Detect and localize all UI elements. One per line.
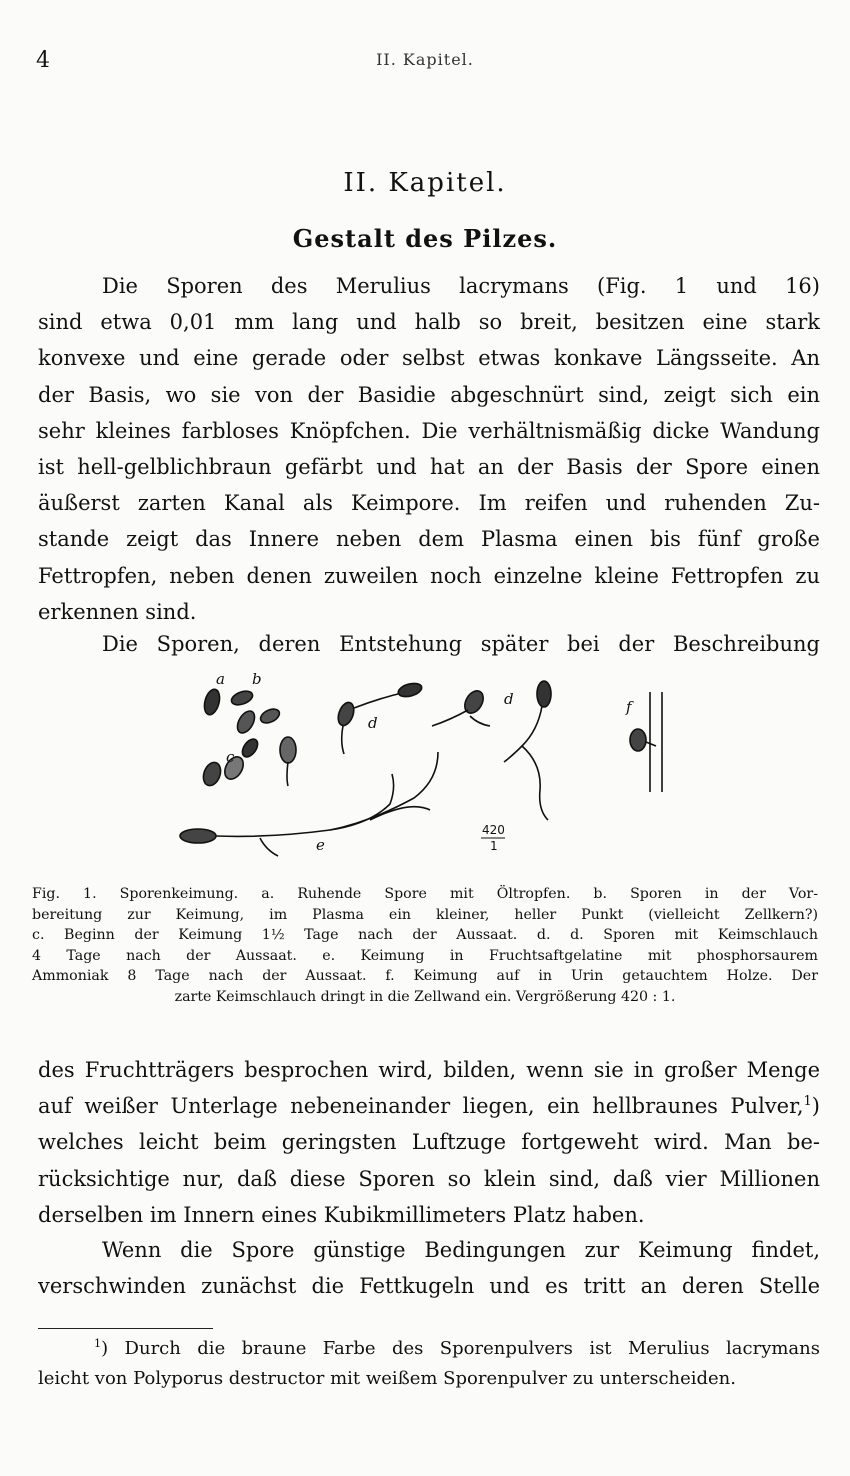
text-segment: derselben im Innern eines Kubikmillimeters Platz haben. (38, 1202, 645, 1227)
footnote-divider (38, 1328, 213, 1329)
spore (239, 736, 260, 759)
running-title: II. Kapitel. (376, 50, 474, 69)
text-line: Wenn die Spore günstige Bedingungen zur Keimung findet, (102, 1238, 820, 1262)
text-segment: auf weißer Unterlage nebeneinander liegen, ein hellbraunes Pulver, (38, 1094, 804, 1119)
text-line: Die Sporen des Merulius lacrymans (Fig. 1 und 16) (102, 274, 820, 298)
text-line: Die Sporen, deren Entstehung später bei der Beschreibung (102, 632, 820, 656)
germ-tube (330, 752, 438, 830)
figure-label-c: c (226, 748, 235, 766)
spore (234, 708, 258, 736)
text-line: konvexe und eine gerade oder selbst etwas konkave Längsseite. An (38, 346, 820, 371)
spore (280, 737, 296, 763)
text-line: der Basis, wo sie von der Basidie abgeschnürt sind, zeigt sich ein (38, 382, 820, 407)
text-line: sind etwa 0,01 mm lang und halb so breit, besitzen eine stark (38, 310, 820, 335)
spore-f (630, 729, 646, 751)
paragraph-germination (38, 1232, 820, 1304)
germ-tube (504, 746, 522, 762)
germ-tube (522, 706, 548, 820)
germ-tube (260, 838, 278, 856)
figure-label-a: a (216, 670, 225, 688)
spore (258, 706, 281, 725)
chapter-title: II. Kapitel. (343, 168, 507, 198)
figure-caption (32, 884, 818, 1008)
paragraph-spore-origin (38, 626, 820, 662)
footnote (38, 1334, 820, 1394)
germ-tube (342, 726, 344, 754)
text-line: ist hell-gelblichbraun gefärbt und hat an der Basis der Spore einen (38, 455, 820, 480)
spore-e (180, 829, 216, 843)
text-segment: rücksichtige nur, daß diese Sporen so klein sind, daß vier Millionen (38, 1166, 820, 1191)
caption-line: 4 Tage nach der Aussaat. e. Keimung in Fruchtsaftgelatine mit phosphorsaurem (32, 947, 818, 964)
figure-label-b: b (252, 670, 262, 688)
germ-tube (216, 774, 394, 836)
text-line (38, 1197, 820, 1233)
text-line (38, 1088, 820, 1124)
spore (397, 681, 423, 699)
figure-label-f: f (626, 698, 632, 716)
caption-line: zarte Keimschlauch dringt in die Zellwand ein. Vergrößerung 420 : 1. (174, 988, 676, 1005)
figure-spore-germination (170, 670, 690, 870)
magnification-denominator: 1 (490, 839, 498, 853)
germ-tube (287, 762, 288, 786)
figure-label-e: e (316, 836, 325, 854)
spore-a (202, 688, 222, 717)
spore-germination-illustration (170, 670, 690, 870)
text-line (38, 1052, 820, 1088)
text-line: stande zeigt das Innere neben dem Plasma einen bis fünf große (38, 527, 820, 552)
caption-line: c. Beginn der Keimung 1½ Tage nach der Aussaat. d. d. Sporen mit Keimschlauch (32, 927, 818, 944)
section-title: Gestalt des Pilzes. (292, 224, 558, 253)
text-line: erkennen sind. (38, 599, 197, 624)
text-line: äußerst zarten Kanal als Keimpore. Im reifen und ruhenden Zu- (38, 491, 820, 516)
spore-d (335, 700, 356, 727)
text-line (38, 1161, 820, 1197)
figure-label-d: d (368, 714, 378, 732)
paragraph-spores (38, 268, 820, 630)
germ-tube (432, 710, 468, 726)
text-line: verschwinden zunächst die Fettkugeln und es tritt an deren Stelle (38, 1274, 820, 1299)
figure-label-d: d (504, 690, 514, 708)
text-segment: welches leicht beim geringsten Luftzuge fortgeweht wird. Man be- (38, 1130, 820, 1155)
spore-b (230, 689, 255, 708)
footnote-marker: 1 (94, 1337, 102, 1350)
text-segment: ) Durch die braune Farbe des Sporenpulvers ist Merulius lacrymans (101, 1338, 820, 1359)
spore-c (200, 760, 223, 788)
caption-line: Fig. 1. Sporenkeimung. a. Ruhende Spore mit Öltropfen. b. Sporen in der Vor- (32, 886, 818, 902)
footnote-line (38, 1334, 820, 1364)
footnote-reference[interactable]: 1 (803, 1094, 812, 1110)
text-segment: des Fruchtträgers besprochen wird, bilden, wenn sie in großer Menge (38, 1058, 820, 1082)
germ-tube (470, 716, 490, 726)
germ-tube (646, 742, 656, 746)
text-line: sehr kleines farbloses Knöpfchen. Die verhältnismäßig dicke Wandung (38, 418, 820, 443)
footnote-line: leicht von Polyporus destructor mit weißem Sporenpulver zu unterscheiden. (38, 1368, 737, 1389)
text-line: Fettropfen, neben denen zuweilen noch einzelne kleine Fettropfen zu (38, 563, 820, 588)
page-number: 4 (36, 48, 50, 73)
paragraph-spore-powder (38, 1052, 820, 1233)
caption-line: bereitung zur Keimung, im Plasma ein kleiner, heller Punkt (vielleicht Zellkern?) (32, 906, 818, 923)
magnification-numerator: 420 (482, 823, 505, 837)
spore (537, 681, 551, 707)
text-segment: ) (811, 1094, 820, 1119)
caption-line: Ammoniak 8 Tage nach der Aussaat. f. Keimung auf in Urin getauchtem Holze. Der (32, 968, 818, 985)
text-line (38, 1124, 820, 1160)
running-head (36, 48, 814, 78)
